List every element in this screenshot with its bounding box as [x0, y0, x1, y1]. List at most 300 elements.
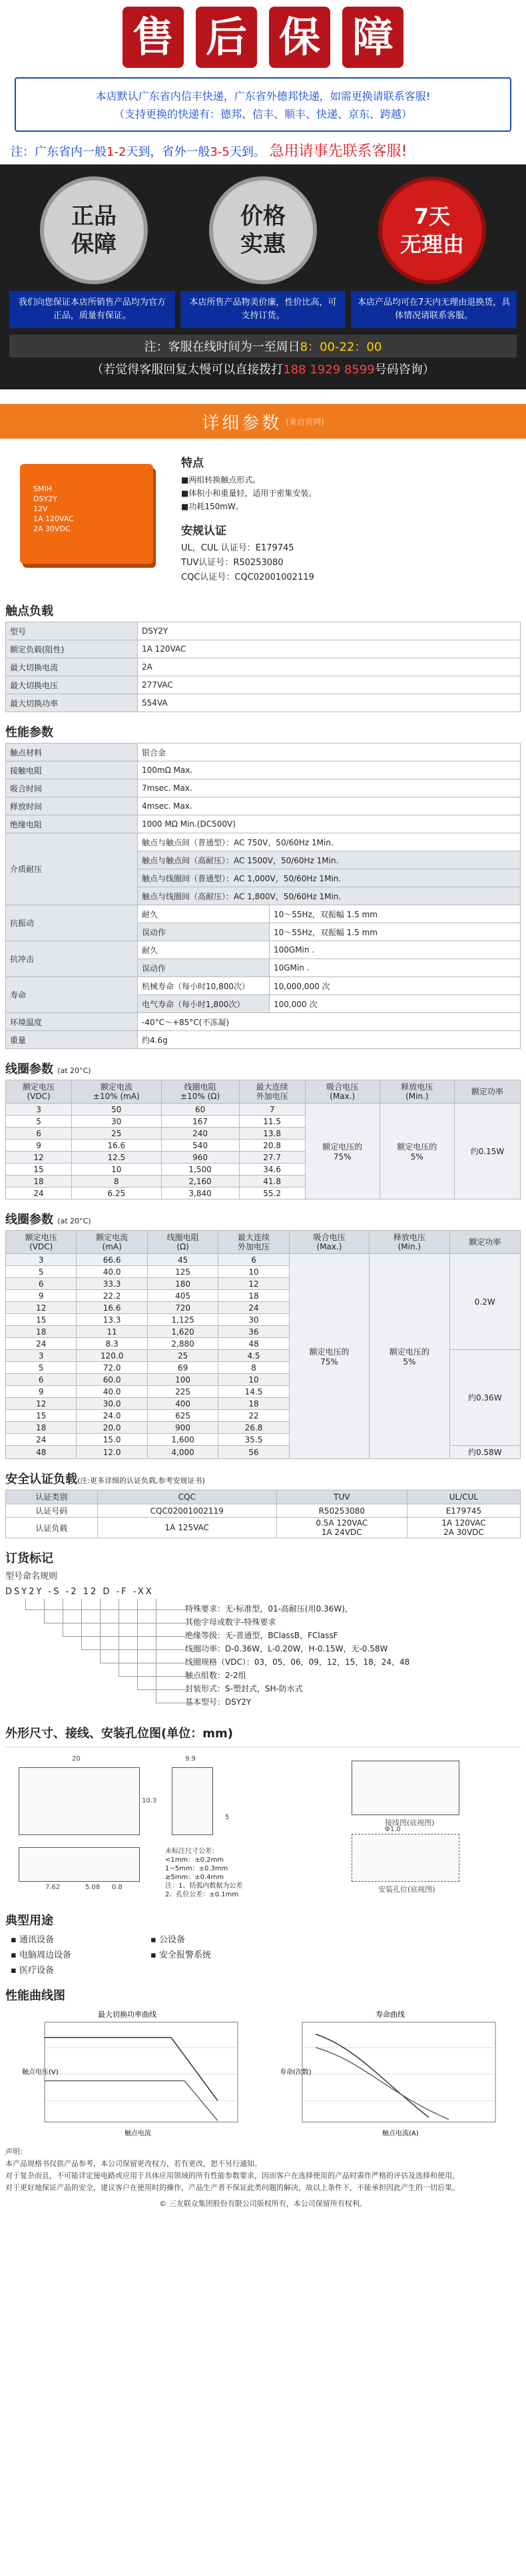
column-header: UL/CUL	[407, 1490, 520, 1504]
code-row: 线圈功率：D-0.36W，L-0.20W，H-0.15W，无-0.58W	[185, 1644, 388, 1653]
table-row	[6, 1104, 521, 1116]
cert-item: UL，CUL 认证号：E179745	[181, 543, 294, 553]
cell: 14.5	[218, 1386, 289, 1398]
tolerance-line: 1~5mm：±0.3mm	[165, 1865, 228, 1872]
cell: 2,160	[161, 1176, 239, 1187]
cell: 10	[72, 1164, 161, 1176]
genuine-badge	[40, 176, 148, 284]
cell: 72.0	[77, 1362, 147, 1374]
after-sales-banner	[0, 0, 526, 395]
safety-table	[5, 1490, 521, 1538]
param-name: 触点材料	[6, 744, 138, 761]
code-row: 其他字母或数字-特殊要求	[185, 1617, 276, 1627]
param-name: 环境温度	[6, 1013, 138, 1031]
cell: 55.2	[239, 1187, 305, 1199]
param-value: 100,000 次	[270, 995, 521, 1013]
cell: 5	[6, 1116, 72, 1128]
table-row	[6, 622, 521, 640]
cell: 12	[218, 1278, 289, 1290]
cert-load: 1A 125VAC	[97, 1518, 276, 1538]
cell: 225	[147, 1386, 218, 1398]
cell: 8.3	[77, 1338, 147, 1350]
cell: 11.5	[239, 1116, 305, 1128]
table-row	[6, 761, 521, 779]
cell: 36	[218, 1326, 289, 1338]
badge-description: 我们向您保证本店所销售产品均为官方正品，质量有保证。	[9, 291, 175, 328]
apps-title: 典型用途	[5, 1914, 53, 1928]
table-row	[6, 977, 521, 995]
coil-table-1	[5, 1080, 521, 1199]
dim-label: 20	[72, 1755, 81, 1763]
dim-label: 7.62	[45, 1884, 61, 1891]
cell: 56	[218, 1446, 289, 1459]
cell: 40.0	[77, 1266, 147, 1278]
cell: 9	[6, 1140, 72, 1152]
param-value: 100GMin .	[270, 941, 521, 959]
tolerance-line: 未标注尺寸公差：	[165, 1848, 218, 1855]
plot-frame	[302, 2022, 495, 2122]
param-value: 1000 MΩ Min.(DC500V)	[138, 815, 521, 833]
safety-note: (注:更多详细的认证负载,参考安规证书)	[77, 1476, 205, 1485]
table-row	[6, 1013, 521, 1031]
dims-note: 2、孔位公差：±0.1mm	[165, 1891, 239, 1898]
cell: 24	[218, 1302, 289, 1314]
performance-title: 性能参数	[5, 726, 53, 740]
cell: 15.0	[77, 1434, 147, 1446]
table-row	[6, 833, 521, 851]
safety-title	[5, 1470, 521, 1487]
column-header: 最大连续 外加电压	[218, 1231, 289, 1254]
code-bracket	[156, 1599, 186, 1703]
phone-suffix: 号码咨询）	[374, 363, 435, 377]
app-item: ▪ 安全报警系统	[150, 1948, 290, 1960]
cell: 125	[147, 1266, 218, 1278]
feature-item: ■体积小和重量轻，适用于密集安装。	[181, 489, 317, 498]
code-row: 线圈规格（VDC）：03，05，06，09，12，15，18，24，48	[185, 1657, 410, 1667]
param-value: 277VAC	[138, 676, 521, 694]
return-badge	[378, 176, 486, 284]
rated-power: 约0.15W	[454, 1104, 520, 1199]
dim-label: 5	[225, 1814, 230, 1821]
order-title: 订货标记	[5, 1552, 53, 1566]
cell: 48	[218, 1338, 289, 1350]
max-switching-curve	[18, 2008, 251, 2141]
region-text: 注：广东省内一般	[11, 145, 107, 159]
part-number-diagram	[5, 1587, 521, 1713]
cert-number: CQC02001002119	[97, 1504, 276, 1518]
table-row	[6, 694, 521, 712]
mounting-holes	[352, 1834, 459, 1882]
cell: 3	[6, 1104, 72, 1116]
cell: 30.0	[77, 1398, 147, 1410]
cert-load: 0.5A 120VAC 1A 24VDC	[276, 1518, 407, 1538]
cell: 25	[72, 1128, 161, 1140]
param-name: 介质耐压	[6, 833, 138, 905]
title-char: 障	[342, 7, 403, 68]
notice-line: 本店默认广东省内信丰快递，广东省外德邦快递，如需更换请联系客服!	[95, 90, 431, 103]
param-name: 抗冲击	[6, 941, 138, 977]
table-row	[6, 941, 521, 959]
coil-params-title-2	[5, 1210, 521, 1227]
cert-item: TUV认证号：R50253080	[181, 558, 284, 568]
cell: 9	[6, 1290, 77, 1302]
badge-description: 本店所售产品物美价廉，性价比高，可支持订货。	[180, 291, 346, 328]
cell: 240	[161, 1128, 239, 1140]
cell: 7	[239, 1104, 305, 1116]
column-header: 释放电压 (Min.)	[370, 1231, 449, 1254]
cell: 1,125	[147, 1314, 218, 1326]
cell: 405	[147, 1290, 218, 1302]
cell: 625	[147, 1410, 218, 1422]
delivery-time-note	[11, 140, 515, 160]
relay-print-line: 12V	[33, 505, 48, 513]
relay-print-line: SMIH	[33, 485, 52, 493]
cell: 167	[161, 1116, 239, 1128]
cell: 15	[6, 1314, 77, 1326]
param-sub: 误动作	[138, 959, 270, 977]
y-axis-label: 触点电压(V)	[21, 2069, 59, 2076]
cell: 18	[218, 1290, 289, 1302]
front-view	[19, 1767, 140, 1835]
hours-time: 8：00-22：00	[300, 340, 382, 354]
life-curve	[276, 2008, 509, 2141]
disclaimer-line: 本产品规格书仅供产品参考，本公司保留更改权力，若有更改，恕不另行通知。	[5, 2159, 262, 2168]
table-row	[6, 1031, 521, 1049]
param-name: 接触电阻	[6, 761, 138, 779]
region-days: 3-5	[210, 145, 230, 159]
hours-text: 注：客服在线时间为一至周日	[144, 340, 300, 354]
detail-params-header	[0, 404, 526, 439]
disclaimer	[5, 2146, 521, 2210]
performance-table	[5, 743, 521, 1049]
shipping-notice	[15, 77, 511, 132]
rated-power: 约0.58W	[449, 1446, 520, 1459]
wiring-diagram	[352, 1761, 459, 1815]
cert-title: 安规认证	[181, 525, 226, 538]
pickup-voltage: 额定电压的 75%	[289, 1254, 369, 1459]
product-intro	[0, 439, 526, 591]
release-voltage: 额定电压的 5%	[370, 1254, 449, 1459]
relay-print-line: 1A 120VAC	[33, 515, 74, 523]
code-row: 绝缘等级：无-普通型，BClassB，FClassF	[185, 1631, 338, 1640]
cell: 30	[218, 1314, 289, 1326]
table-row	[6, 815, 521, 833]
cell: 2,880	[147, 1338, 218, 1350]
pickup-voltage: 额定电压的 75%	[305, 1104, 380, 1199]
naming-rule-title: 型号命名规则	[5, 1572, 58, 1582]
param-name: 抗振动	[6, 905, 138, 941]
param-sub: 电气寿命（每小时1,800次）	[138, 995, 270, 1013]
dim-label: Φ1.0	[385, 1826, 401, 1833]
cell: 18	[218, 1398, 289, 1410]
badge-line: 价格	[240, 203, 286, 230]
code-row: 基本型号：DSY2Y	[185, 1697, 252, 1707]
badge-line: 7天	[413, 204, 451, 229]
param-value: 触点与触点间（普通型）：AC 750V，50/60Hz 1Min.	[138, 833, 521, 851]
table-row	[6, 1504, 521, 1518]
param-value: -40°C～+85°C(不冻凝)	[138, 1013, 521, 1031]
x-axis-label: 触点电流	[124, 2130, 151, 2137]
banner-title	[0, 7, 526, 68]
column-header: 额定电压 (VDC)	[6, 1231, 77, 1254]
cell: 8	[218, 1362, 289, 1374]
param-value: 1A 120VAC	[138, 640, 521, 658]
title-char: 保	[269, 7, 330, 68]
table-row	[6, 779, 521, 797]
guarantee-band	[0, 164, 526, 389]
param-name: 额定负载(阻性)	[6, 640, 138, 658]
disclaimer-line: 对于复杂而且，不可能详定接电路或应用于具体应用领域的所有性能参数要求，因而客户在选择使用的产品时需作严格的评估及选择和使用，	[5, 2171, 459, 2180]
cell: 66.6	[77, 1254, 147, 1266]
cell: 24	[6, 1187, 72, 1199]
rated-power: 约0.36W	[449, 1350, 520, 1446]
section-subtitle: (来自官网)	[286, 417, 324, 427]
feature-item: ■功耗150mW。	[181, 502, 244, 511]
cell: 24	[6, 1338, 77, 1350]
table-row	[6, 1254, 521, 1266]
cell: 15	[6, 1410, 77, 1422]
cell: 960	[161, 1152, 239, 1164]
column-header: 认证类别	[6, 1490, 98, 1504]
column-header: 额定电流 (mA)	[77, 1231, 147, 1254]
relay-print-line: 2A 30VDC	[33, 525, 71, 533]
param-value: 触点与线圈间（普通型）：AC 1,000V，50/60Hz 1Min.	[138, 869, 521, 887]
column-header: 吸合电压 (Max.)	[289, 1231, 369, 1254]
phone-number[interactable]: 188 1929 8599	[283, 363, 375, 377]
phone-line	[9, 357, 517, 381]
dim-label: 5.08	[85, 1884, 101, 1891]
ac-curve	[45, 2038, 218, 2101]
disclaimer-line: 声明：	[5, 2147, 27, 2156]
cell: 13.3	[77, 1314, 147, 1326]
cell: 3,840	[161, 1187, 239, 1199]
param-value: 2A	[138, 658, 521, 676]
life-curve-2	[316, 2047, 449, 2119]
cell: 900	[147, 1422, 218, 1434]
y-axis-label: 寿命(次数)	[279, 2069, 312, 2076]
x-axis-label: 触点电流(A)	[382, 2130, 419, 2137]
param-value: 触点与触点间（高耐压）：AC 1500V，50/60Hz 1Min.	[138, 851, 521, 869]
curve-title: 寿命曲线	[375, 2010, 405, 2019]
column-header: 吸合电压 (Max.)	[305, 1080, 380, 1104]
tolerance-line: ≥5mm：±0.4mm	[165, 1874, 224, 1881]
dims-title: 外形尺寸、接线、安装孔位图(单位：mm)	[5, 1727, 233, 1741]
wiring-label: 接线图(底视图)	[385, 1819, 435, 1827]
release-voltage: 额定电压的 5%	[380, 1104, 454, 1199]
table-row	[6, 676, 521, 694]
cell: 15	[6, 1164, 72, 1176]
row-label: 认证负载	[6, 1518, 98, 1538]
section-title: 详细参数	[202, 413, 282, 433]
param-value: 10,000,000 次	[270, 977, 521, 995]
feature-item: ■两组转换触点形式。	[181, 475, 261, 485]
param-sub: 误动作	[138, 923, 270, 941]
cell: 22.2	[77, 1290, 147, 1302]
dim-label: 10.3	[142, 1797, 157, 1805]
cell: 6.25	[72, 1187, 161, 1199]
cell: 16.6	[72, 1140, 161, 1152]
price-badge	[209, 176, 317, 284]
mount-label: 安装孔位(底视图)	[378, 1885, 435, 1894]
cell: 25	[147, 1350, 218, 1362]
cell: 5	[6, 1362, 77, 1374]
service-hours	[9, 335, 517, 357]
param-value: 触点与线圈间（高耐压）：AC 1,800V，50/60Hz 1Min.	[138, 887, 521, 905]
safety-title-text: 安全认证负载	[5, 1472, 77, 1486]
app-item: ▪ 通讯设备	[11, 1932, 150, 1945]
param-value: 100mΩ Max.	[138, 761, 521, 779]
cell: 3	[6, 1254, 77, 1266]
param-value: 4msec. Max.	[138, 797, 521, 815]
cell: 48	[6, 1446, 77, 1459]
cell: 18	[6, 1326, 77, 1338]
table-row	[6, 1518, 521, 1538]
column-header: 额定功率	[449, 1231, 520, 1254]
cert-number: R50253080	[276, 1504, 407, 1518]
cell: 12.5	[72, 1152, 161, 1164]
code-row: 特殊要求：无-标准型，01-高耐压(用0.36W)，	[185, 1604, 353, 1613]
cell: 180	[147, 1278, 218, 1290]
title-char: 后	[196, 7, 257, 68]
contact-load-title: 触点负载	[5, 604, 53, 618]
cell: 12.0	[77, 1446, 147, 1459]
param-value: 银合金	[138, 744, 521, 761]
column-header: 额定电压 (VDC)	[6, 1080, 72, 1104]
param-name: 吸合时间	[6, 779, 138, 797]
cell: 6	[6, 1374, 77, 1386]
part-number-code: DSY2Y -S -2 12 D -F -XX	[5, 1587, 154, 1597]
tolerance-notes	[165, 1847, 242, 1899]
param-sub: 耐久	[138, 905, 270, 923]
cell: 6	[6, 1128, 72, 1140]
badge-line: 正品	[71, 203, 117, 230]
column-header: TUV	[276, 1490, 407, 1504]
cell: 60	[161, 1104, 239, 1116]
coil-title: 线圈参数	[5, 1213, 53, 1227]
param-value: 554VA	[138, 694, 521, 712]
disclaimer-line: 对于更好地保证产品的安全，建议客户在使用时的操作，产品生产者不保证此类问题的解决，故以上条件下，不能承担因此产生的一切后果。	[5, 2183, 459, 2192]
param-name: 重量	[6, 1031, 138, 1049]
cell: 400	[147, 1398, 218, 1410]
param-name: 释放时间	[6, 797, 138, 815]
cell: 27.7	[239, 1152, 305, 1164]
column-header: 最大连续 外加电压	[239, 1080, 305, 1104]
table-row	[6, 1490, 521, 1504]
region-days: 1-2	[107, 145, 127, 159]
cell: 13.8	[239, 1128, 305, 1140]
cell: 30	[72, 1116, 161, 1128]
coil-title: 线圈参数	[5, 1062, 53, 1076]
table-row	[6, 658, 521, 676]
cert-item: CQC认证号：CQC02001002119	[181, 572, 314, 582]
bottom-view	[19, 1847, 140, 1882]
phone-text: （若觉得客服回复太慢可以直接拨打	[91, 363, 284, 377]
cell: 4,000	[147, 1446, 218, 1459]
param-name: 绝缘电阻	[6, 815, 138, 833]
cell: 10	[218, 1266, 289, 1278]
param-value: 10GMin .	[270, 959, 521, 977]
notice-line: （支持更换的快递有：德邦、信丰、顺丰、快递、京东、跨越）	[113, 108, 412, 120]
param-sub: 机械寿命（每小时10,800次）	[138, 977, 270, 995]
table-row	[6, 744, 521, 761]
cell: 3	[6, 1350, 77, 1362]
cell: 120.0	[77, 1350, 147, 1362]
column-header: 释放电压 (Min.)	[380, 1080, 454, 1104]
cell: 4.5	[218, 1350, 289, 1362]
cell: 41.8	[239, 1176, 305, 1187]
code-row: 封装形式：S-塑封式，SH-防水式	[185, 1684, 303, 1693]
param-name: 最大切换电流	[6, 658, 138, 676]
cell: 11	[77, 1326, 147, 1338]
cell: 12	[6, 1302, 77, 1314]
dim-label: 9.9	[185, 1755, 196, 1763]
badge-line: 实惠	[240, 231, 286, 258]
side-view	[172, 1767, 213, 1835]
contact-load-table	[5, 622, 521, 712]
row-label: 认证号码	[6, 1504, 98, 1518]
cell: 6	[6, 1278, 77, 1290]
column-header: 线圈电阻 (Ω)	[147, 1231, 218, 1254]
coil-params-title-1	[5, 1060, 521, 1077]
cert-load: 1A 120VAC 2A 30VDC	[407, 1518, 520, 1538]
relay-print-line: DSY2Y	[33, 495, 57, 503]
cell: 22	[218, 1410, 289, 1422]
cell: 34.6	[239, 1164, 305, 1176]
curve-title: 最大切换功率曲线	[97, 2010, 156, 2019]
cell: 26.8	[218, 1422, 289, 1434]
cell: 16.6	[77, 1302, 147, 1314]
cert-number: E179745	[407, 1504, 520, 1518]
column-header: CQC	[97, 1490, 276, 1504]
curves-area	[5, 2008, 521, 2141]
cell: 69	[147, 1362, 218, 1374]
cell: 5	[6, 1266, 77, 1278]
cell: 1,620	[147, 1326, 218, 1338]
copyright: © 三友联众集团股份有限公司版权所有，本公司保留所有权利。	[159, 2199, 367, 2208]
table-row	[6, 640, 521, 658]
app-item: ▪ 公设备	[150, 1932, 290, 1945]
dims-note: 注：1、括弧内数据为公差	[165, 1882, 243, 1890]
features-title: 特点	[181, 457, 204, 470]
cell: 540	[161, 1140, 239, 1152]
region-text: 天到，省外一般	[126, 145, 210, 159]
cell: 9	[6, 1386, 77, 1398]
param-value: 10～55Hz，双振幅 1.5 mm	[270, 905, 521, 923]
cell: 35.5	[218, 1434, 289, 1446]
cell: 1,500	[161, 1164, 239, 1176]
column-header: 额定功率	[454, 1080, 520, 1104]
param-value: 10～55Hz，双振幅 1.5 mm	[270, 923, 521, 941]
badge-line: 保障	[71, 231, 117, 258]
table-row	[6, 905, 521, 923]
app-item: ▪ 电脑周边设备	[11, 1948, 150, 1960]
table-row	[6, 797, 521, 815]
cell: 40.0	[77, 1386, 147, 1398]
cell: 8	[72, 1176, 161, 1187]
rated-power: 0.2W	[449, 1254, 520, 1350]
coil-temp: (at 20°C)	[57, 1217, 91, 1225]
param-name: 最大切换功率	[6, 694, 138, 712]
cell: 1,600	[147, 1434, 218, 1446]
param-sub: 耐久	[138, 941, 270, 959]
region-text: 天到。	[229, 145, 266, 159]
dimension-drawings	[5, 1747, 521, 1900]
cell: 12	[6, 1398, 77, 1410]
cell: 12	[6, 1152, 72, 1164]
apps-list	[11, 1932, 290, 1976]
param-name: 最大切换电压	[6, 676, 138, 694]
cell: 10	[218, 1374, 289, 1386]
